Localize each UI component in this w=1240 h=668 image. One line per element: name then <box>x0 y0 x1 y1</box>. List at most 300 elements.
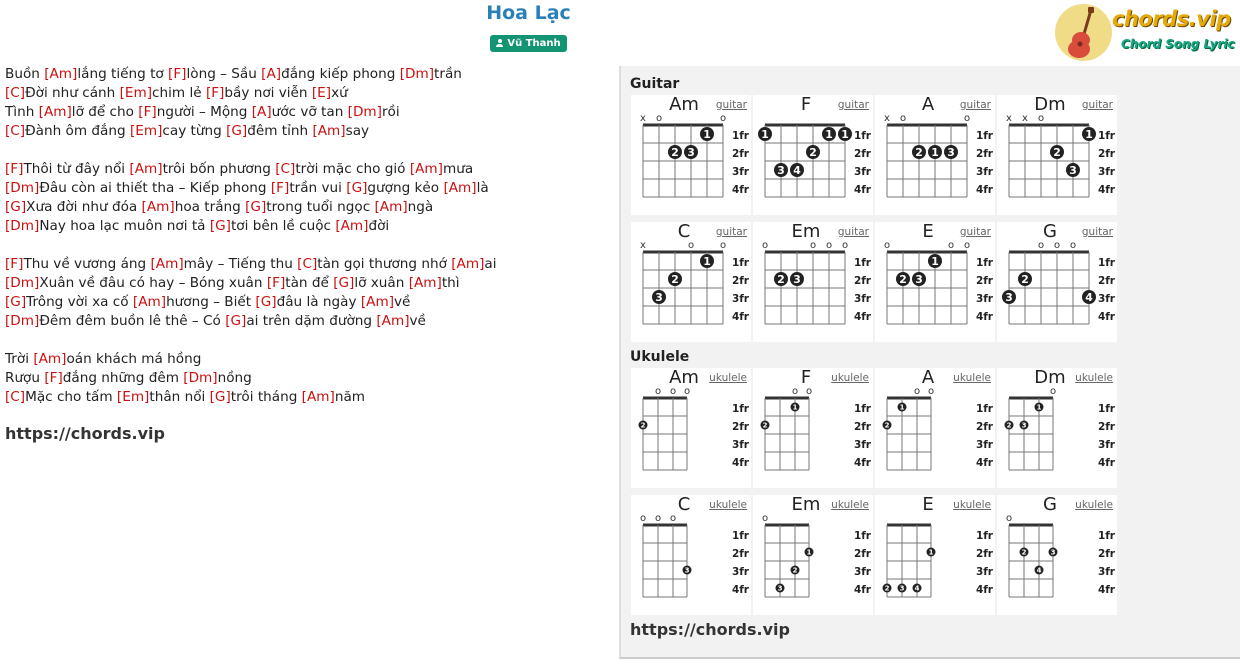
fret-label: 4fr <box>975 184 993 196</box>
nut <box>1009 124 1089 127</box>
lyric-text: xứ <box>331 85 348 101</box>
lyrics <box>5 65 605 407</box>
chord-link[interactable]: [G] <box>346 180 368 196</box>
chord-link[interactable]: [C] <box>5 389 26 405</box>
fret-label: 2fr <box>1097 548 1115 560</box>
chord-name: A <box>921 367 935 388</box>
guitar-chord-g[interactable] <box>997 222 1117 342</box>
chord-link[interactable]: [F] <box>5 161 24 177</box>
open-string-marker: o <box>761 240 769 251</box>
open-string-marker: o <box>825 240 833 251</box>
finger-number: 3 <box>684 566 690 575</box>
lyric-text: ai trên dặm đường <box>246 313 377 329</box>
finger-number: 2 <box>809 145 817 159</box>
lyric-text: Xưa đời như đóa <box>26 199 142 215</box>
finger-number: 4 <box>1085 290 1093 304</box>
muted-string-marker: x <box>1006 113 1012 124</box>
nut <box>765 251 845 254</box>
lyric-text: Thôi từ đây nổi <box>23 161 130 177</box>
lyric-text: mây – Tiếng thu <box>183 256 298 272</box>
chord-instrument-link[interactable]: ukulele <box>953 499 991 511</box>
muted-string-marker: x <box>640 113 646 124</box>
guitar-chord-e[interactable] <box>875 222 995 342</box>
ukulele-chord-f[interactable] <box>753 368 873 488</box>
lyric-text: oán khách má hồng <box>66 351 202 367</box>
fret-label: 1fr <box>853 257 871 269</box>
open-string-marker: o <box>947 240 955 251</box>
chord-link[interactable]: [C] <box>5 85 26 101</box>
fret-label: 1fr <box>853 403 871 415</box>
open-string-marker: o <box>841 240 849 251</box>
fret-label: 2fr <box>975 421 993 433</box>
finger-number: 3 <box>1021 421 1027 430</box>
fret-label: 2fr <box>731 148 749 160</box>
open-string-marker: o <box>1037 113 1045 124</box>
lyric-text: trôi tháng <box>230 389 302 405</box>
chord-link[interactable]: [F] <box>205 85 225 101</box>
chord-instrument-link[interactable]: guitar <box>715 226 747 238</box>
chord-name: E <box>922 221 934 242</box>
ukulele-chord-em[interactable] <box>753 495 873 615</box>
chord-link[interactable]: [Dm] <box>5 218 40 234</box>
chord-name: F <box>800 367 812 388</box>
lyric-text: tàn gọi thương nhớ <box>317 256 452 272</box>
fret-label: 1fr <box>1097 130 1115 142</box>
fret-label: 2fr <box>1097 148 1115 160</box>
chord-link[interactable]: [C] <box>297 256 318 272</box>
chord-link[interactable]: [Am] <box>376 313 410 329</box>
open-string-marker: o <box>963 240 971 251</box>
artist-badge[interactable] <box>490 35 567 52</box>
ukulele-chord-am[interactable] <box>631 368 751 488</box>
fret-label: 3fr <box>731 293 749 305</box>
chord-link[interactable]: [Dm] <box>399 66 435 82</box>
finger-number: 3 <box>1005 290 1013 304</box>
lyric-line <box>5 84 605 103</box>
fret-label: 1fr <box>1097 530 1115 542</box>
chord-name: G <box>1043 494 1057 515</box>
fret-label: 2fr <box>853 421 871 433</box>
chord-link[interactable]: [Am] <box>408 275 442 291</box>
open-string-marker: o <box>761 513 769 524</box>
lyric-text: tơi bên lề cuộc <box>230 218 336 234</box>
lyric-line <box>5 65 605 84</box>
site-url[interactable]: https://chords.vip <box>5 424 165 443</box>
chord-name: E <box>922 494 934 515</box>
nut <box>765 397 809 400</box>
ukulele-chord-c[interactable] <box>631 495 751 615</box>
nut <box>1009 397 1053 400</box>
fret-label: 1fr <box>975 257 993 269</box>
chord-name: Am <box>669 367 699 388</box>
chord-link[interactable]: [Dm] <box>5 180 40 196</box>
open-string-marker: o <box>669 513 677 524</box>
chord-instrument-link[interactable]: ukulele <box>831 499 869 511</box>
lyric-text: Xuân về đâu có hay – Bóng xuân <box>39 275 267 291</box>
finger-number: 3 <box>1069 163 1077 177</box>
chord-instrument-link[interactable]: ukulele <box>831 372 869 384</box>
chord-link[interactable]: [Am] <box>312 123 346 139</box>
fret-label: 4fr <box>1097 184 1115 196</box>
chord-name: F <box>800 94 812 115</box>
lyric-text: đắng kiếp phong <box>281 66 400 82</box>
chord-link[interactable]: [G] <box>245 199 267 215</box>
nut <box>643 251 723 254</box>
chord-link[interactable]: [F] <box>138 104 157 120</box>
ukulele-chord-g[interactable] <box>997 495 1117 615</box>
chord-link[interactable]: [Em] <box>116 389 150 405</box>
lyric-text: là <box>476 180 489 196</box>
site-url-footer[interactable]: https://chords.vip <box>630 620 790 639</box>
nut <box>887 397 931 400</box>
chord-link[interactable]: [Am] <box>409 161 443 177</box>
chord-link[interactable]: [C] <box>5 123 26 139</box>
site-logo[interactable] <box>1054 3 1240 63</box>
guitar-chord-em[interactable] <box>753 222 873 342</box>
lyric-text: lỡ để cho <box>71 104 139 120</box>
guitar-chord-am[interactable] <box>631 95 751 215</box>
logo-text: chords.vip <box>1112 7 1231 31</box>
finger-number: 3 <box>1050 548 1056 557</box>
lyric-text: gượng kẻo <box>367 180 444 196</box>
lyric-spacer <box>5 236 605 255</box>
chord-instrument-link[interactable]: guitar <box>959 99 991 111</box>
guitar-chord-c[interactable] <box>631 222 751 342</box>
nut <box>765 124 845 127</box>
fret-label: 3fr <box>1097 166 1115 178</box>
finger-number: 3 <box>777 163 785 177</box>
muted-string-marker: x <box>1022 113 1028 124</box>
chord-link[interactable]: [Dm] <box>5 313 40 329</box>
open-string-marker: o <box>687 240 695 251</box>
chord-link[interactable]: [A] <box>261 66 282 82</box>
lyric-text: rồi <box>381 104 400 120</box>
finger-number: 2 <box>777 272 785 286</box>
open-string-marker: o <box>1069 240 1077 251</box>
finger-number: 1 <box>928 548 934 557</box>
lyric-text: hương – Biết <box>166 294 256 310</box>
lyric-text: Thu về vương áng <box>23 256 151 272</box>
lyric-text: năm <box>334 389 366 405</box>
finger-number: 3 <box>655 290 663 304</box>
ukulele-chord-e[interactable] <box>875 495 995 615</box>
chord-instrument-link[interactable]: guitar <box>837 99 869 111</box>
finger-number: 4 <box>793 163 801 177</box>
lyric-text: đắng những đêm <box>62 370 184 386</box>
chord-link[interactable]: [Em] <box>119 85 153 101</box>
chord-link[interactable]: [Dm] <box>347 104 382 120</box>
fret-label: 4fr <box>975 457 993 469</box>
chord-link[interactable]: [G] <box>209 389 231 405</box>
chord-link[interactable]: [F] <box>5 256 24 272</box>
lyric-text: Đâu còn ai thiết tha – Kiếp phong <box>39 180 271 196</box>
chord-instrument-link[interactable]: ukulele <box>1075 372 1113 384</box>
fret-label: 1fr <box>731 530 749 542</box>
fret-label: 3fr <box>1097 293 1115 305</box>
lyric-text: cay từng <box>162 123 227 139</box>
finger-number: 1 <box>1085 127 1093 141</box>
lyric-text: Mặc cho tấm <box>25 389 117 405</box>
chord-link[interactable]: [G] <box>333 275 355 291</box>
lyric-text: trong tuổi ngọc <box>266 199 375 215</box>
finger-number: 1 <box>931 254 939 268</box>
lyric-text: bầy nơi viễn <box>224 85 312 101</box>
open-string-marker: o <box>1037 240 1045 251</box>
lyric-text: Trông vời xa cố <box>26 294 133 310</box>
lyric-text: thân nổi <box>149 389 210 405</box>
fret-label: 2fr <box>975 275 993 287</box>
open-string-marker: o <box>883 240 891 251</box>
chord-link[interactable]: [Dm] <box>183 370 218 386</box>
fret-label: 4fr <box>853 311 871 323</box>
lyric-text: trần vui <box>289 180 347 196</box>
fret-label: 1fr <box>731 257 749 269</box>
fret-label: 3fr <box>853 166 871 178</box>
finger-number: 2 <box>1021 548 1027 557</box>
guitar-chord-a[interactable] <box>875 95 995 215</box>
fret-label: 2fr <box>731 548 749 560</box>
lyric-line <box>5 103 605 122</box>
chord-name: C <box>677 494 691 515</box>
chord-link[interactable]: [F] <box>270 180 290 196</box>
fret-label: 3fr <box>731 566 749 578</box>
fret-label: 2fr <box>731 421 749 433</box>
lyric-text: tàn để <box>285 275 334 291</box>
chord-link[interactable]: [Am] <box>374 199 408 215</box>
chord-link[interactable]: [Am] <box>44 66 78 82</box>
fret-label: 3fr <box>1097 566 1115 578</box>
fret-label: 1fr <box>853 530 871 542</box>
fret-label: 1fr <box>975 130 993 142</box>
fret-label: 2fr <box>731 275 749 287</box>
finger-number: 2 <box>884 584 890 593</box>
finger-number: 3 <box>915 272 923 286</box>
lyric-text: đâu là ngày <box>276 294 361 310</box>
lyric-text: Đêm đêm buồn lê thê – Có <box>39 313 226 329</box>
chord-instrument-link[interactable]: guitar <box>837 226 869 238</box>
lyric-line <box>5 255 605 274</box>
chord-instrument-link[interactable]: guitar <box>1081 99 1113 111</box>
ukulele-chord-dm[interactable] <box>997 368 1117 488</box>
fret-label: 1fr <box>975 403 993 415</box>
chord-link[interactable]: [Am] <box>451 256 485 272</box>
lyric-text: hoa trắng <box>174 199 246 215</box>
chord-link[interactable]: [Am] <box>360 294 394 310</box>
song-title: Hoa Lạc <box>486 2 571 24</box>
fret-label: 2fr <box>1097 421 1115 433</box>
chord-link[interactable]: [G] <box>209 218 231 234</box>
chord-name: A <box>921 94 935 115</box>
finger-number: 2 <box>899 272 907 286</box>
lyric-text: trần <box>434 66 462 82</box>
lyric-text: ngà <box>407 199 434 215</box>
lyric-text: Đành ôm đắng <box>25 123 130 139</box>
fret-label: 4fr <box>731 584 749 596</box>
guitar-logo-icon <box>1055 4 1112 61</box>
lyric-text: chim lẻ <box>152 85 206 101</box>
finger-number: 3 <box>687 145 695 159</box>
fret-label: 1fr <box>853 130 871 142</box>
fret-label: 1fr <box>1097 403 1115 415</box>
chord-name: Dm <box>1034 94 1066 115</box>
nut <box>643 524 687 527</box>
fret-label: 3fr <box>975 293 993 305</box>
finger-number: 2 <box>1006 421 1012 430</box>
finger-number: 1 <box>703 127 711 141</box>
finger-number: 2 <box>884 421 890 430</box>
finger-number: 1 <box>899 403 905 412</box>
chord-link[interactable]: [G] <box>255 294 277 310</box>
chord-link[interactable]: [Am] <box>443 180 477 196</box>
open-string-marker: o <box>719 240 727 251</box>
fret-label: 4fr <box>975 584 993 596</box>
lyric-text: lòng – Sầu <box>186 66 262 82</box>
chord-link[interactable]: [Em] <box>129 123 163 139</box>
chord-link[interactable]: [A] <box>251 104 272 120</box>
open-string-marker: o <box>791 386 799 397</box>
fret-label: 2fr <box>975 548 993 560</box>
muted-string-marker: x <box>884 113 890 124</box>
chord-link[interactable]: [F] <box>44 370 63 386</box>
chord-link[interactable]: [F] <box>168 66 187 82</box>
chord-link[interactable]: [Am] <box>129 161 163 177</box>
finger-number: 1 <box>792 403 798 412</box>
chord-instrument-link[interactable]: ukulele <box>1075 499 1113 511</box>
chord-link[interactable]: [Am] <box>150 256 184 272</box>
chord-name: Dm <box>1034 367 1066 388</box>
finger-number: 3 <box>777 584 783 593</box>
chord-link[interactable]: [G] <box>225 313 247 329</box>
open-string-marker: o <box>655 113 663 124</box>
open-string-marker: o <box>913 386 921 397</box>
fret-label: 3fr <box>853 439 871 451</box>
lyric-text: về <box>394 294 411 310</box>
lyric-text: đêm tỉnh <box>247 123 313 139</box>
ukulele-chord-a[interactable] <box>875 368 995 488</box>
lyric-text: người – Mộng <box>156 104 252 120</box>
fret-label: 1fr <box>975 530 993 542</box>
chord-link[interactable]: [G] <box>5 294 27 310</box>
fret-label: 3fr <box>975 166 993 178</box>
chord-instrument-link[interactable]: ukulele <box>709 499 747 511</box>
chord-link[interactable]: [Am] <box>38 104 72 120</box>
open-string-marker: o <box>809 240 817 251</box>
lyric-line <box>5 312 605 331</box>
chord-link[interactable]: [F] <box>266 275 286 291</box>
chord-instrument-link[interactable]: guitar <box>959 226 991 238</box>
chord-instrument-link[interactable]: guitar <box>1081 226 1113 238</box>
open-string-marker: o <box>805 386 813 397</box>
user-icon <box>496 39 503 47</box>
lyric-line <box>5 122 605 141</box>
lyric-line <box>5 350 605 369</box>
lyric-line <box>5 179 605 198</box>
lyric-spacer <box>5 331 605 350</box>
open-string-marker: o <box>1005 513 1013 524</box>
lyric-line <box>5 274 605 293</box>
fret-label: 4fr <box>1097 584 1115 596</box>
fret-label: 2fr <box>853 275 871 287</box>
lyric-line <box>5 217 605 236</box>
fret-label: 4fr <box>731 457 749 469</box>
lyric-text: về <box>409 313 426 329</box>
open-string-marker: o <box>899 113 907 124</box>
chord-link[interactable]: [Am] <box>301 389 335 405</box>
chord-link[interactable]: [Dm] <box>5 275 40 291</box>
nut <box>1009 524 1053 527</box>
fret-label: 3fr <box>853 566 871 578</box>
muted-string-marker: x <box>640 240 646 251</box>
lyric-text: đời <box>368 218 390 234</box>
finger-number: 2 <box>671 145 679 159</box>
lyric-text: Rượu <box>5 370 45 386</box>
chord-link[interactable]: [G] <box>226 123 248 139</box>
chord-instrument-link[interactable]: ukulele <box>709 372 747 384</box>
lyric-line <box>5 293 605 312</box>
fret-label: 4fr <box>1097 311 1115 323</box>
fret-label: 1fr <box>731 130 749 142</box>
artist-name: Vũ Thanh <box>507 38 561 49</box>
open-string-marker: o <box>1053 240 1061 251</box>
finger-number: 3 <box>947 145 955 159</box>
guitar-chord-f[interactable] <box>753 95 873 215</box>
chord-link[interactable]: [C] <box>275 161 296 177</box>
guitar-section-title: Guitar <box>630 76 680 92</box>
chord-link[interactable]: [Am] <box>335 218 369 234</box>
fret-label: 4fr <box>853 457 871 469</box>
finger-number: 2 <box>792 566 798 575</box>
lyric-line <box>5 388 605 407</box>
lyric-text: trôi bốn phương <box>162 161 276 177</box>
chord-link[interactable]: [Am] <box>141 199 175 215</box>
lyric-spacer <box>5 141 605 160</box>
chord-link[interactable]: [G] <box>5 199 27 215</box>
fret-label: 1fr <box>731 403 749 415</box>
finger-number: 2 <box>762 421 768 430</box>
lyric-text: ai <box>484 256 497 272</box>
open-string-marker: o <box>669 386 677 397</box>
fret-label: 4fr <box>731 311 749 323</box>
finger-number: 4 <box>1036 566 1042 575</box>
fret-label: 3fr <box>975 439 993 451</box>
fret-label: 2fr <box>853 148 871 160</box>
finger-number: 3 <box>899 584 905 593</box>
guitar-chord-dm[interactable] <box>997 95 1117 215</box>
nut <box>765 524 809 527</box>
lyric-text: say <box>345 123 370 139</box>
lyric-text: thì <box>441 275 460 291</box>
fret-label: 1fr <box>1097 257 1115 269</box>
fret-label: 2fr <box>975 148 993 160</box>
fret-label: 3fr <box>853 293 871 305</box>
chord-instrument-link[interactable]: ukulele <box>953 372 991 384</box>
finger-number: 2 <box>640 421 646 430</box>
finger-number: 1 <box>761 127 769 141</box>
chord-name: Em <box>791 221 821 242</box>
lyric-text: Trời <box>5 351 34 367</box>
chord-instrument-link[interactable]: guitar <box>715 99 747 111</box>
fret-label: 3fr <box>1097 439 1115 451</box>
logo-subtitle: Chord Song Lyric <box>1121 37 1235 51</box>
lyric-text: mưa <box>442 161 474 177</box>
chord-link[interactable]: [Am] <box>33 351 67 367</box>
fret-label: 2fr <box>1097 275 1115 287</box>
lyric-text: lắng tiếng tơ <box>77 66 169 82</box>
chord-link[interactable]: [Am] <box>132 294 167 310</box>
lyric-text: nồng <box>217 370 252 386</box>
chord-name: C <box>677 221 691 242</box>
chord-link[interactable]: [E] <box>311 85 332 101</box>
